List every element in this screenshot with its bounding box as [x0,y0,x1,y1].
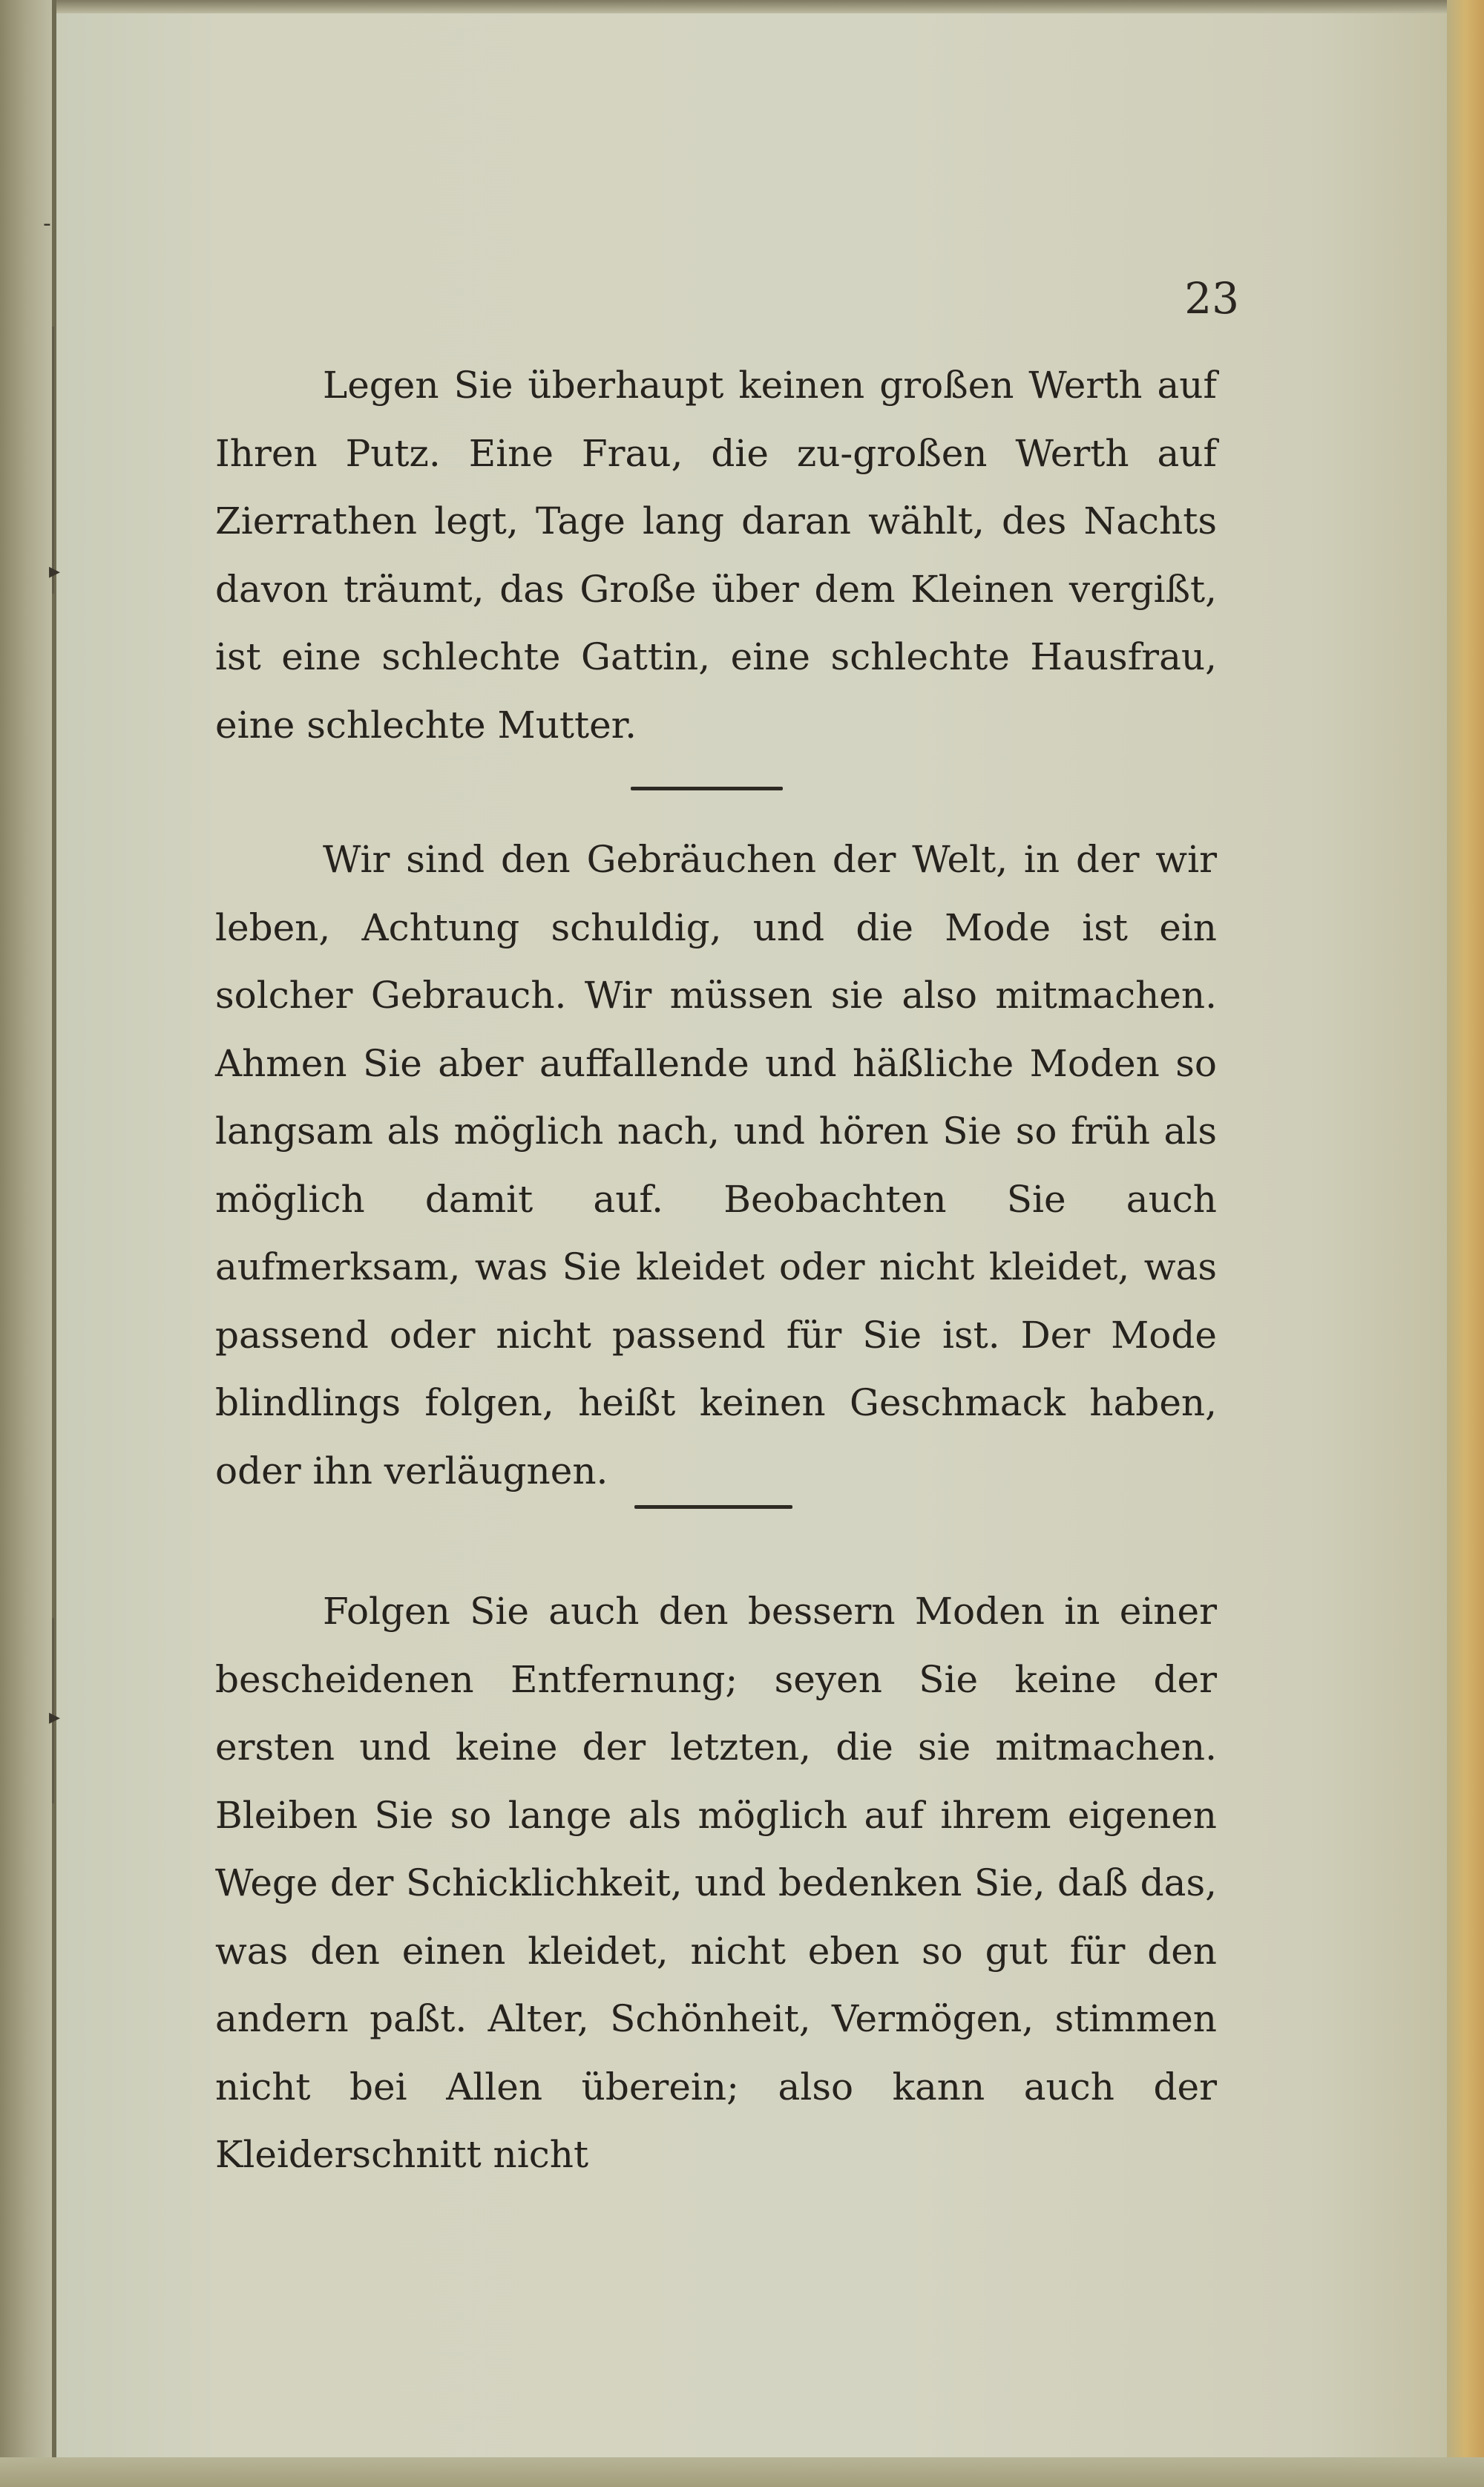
margin-tick-mark: ▸ [49,1704,61,1730]
top-page-edge [0,0,1484,13]
paragraph: Legen Sie überhaupt keinen großen Werth auf Ihren Putz. Eine Frau, die zu-großen Werth auf Zierrathen legt, Tage lang daran wählt, des Nachts davon träumt, das Große über dem Kleinen vergißt, ist eine schlechte Gattin, eine schlechte Hausfrau, eine schlechte Mutter. [215,364,1217,747]
section-divider [631,787,783,790]
section-divider [634,1505,792,1509]
paragraph: Wir sind den Gebräuchen der Welt, in der wir leben, Achtung schuldig, und die Mode ist ein solcher Gebrauch. Wir müssen sie also mitmachen. Ahmen Sie aber auffallende und häßliche Moden so langsam als möglich nach, und hören Sie so früh als möglich damit auf. Beobachten Sie auch aufmerksam, was Sie kleidet oder nicht kleidet, was passend oder nicht passend für Sie ist. Der Mode blindlings folgen, heißt keinen Geschmack haben, oder ihn verläugnen. [215,838,1217,1492]
book-spine [0,0,52,2487]
paragraph: Folgen Sie auch den bessern Moden in einer bescheidenen Entfernung; seyen Sie keine der ersten und keine der letzten, die sie mitmachen. Bleiben Sie so lange als möglich auf ihrem eigenen Wege der Schicklichkeit, und bedenken Sie, daß das, was den einen kleidet, nicht eben so gut für den andern paßt. Alter, Schönheit, Vermögen, stimmen nicht bei Allen überein; also kann auch der Kleiderschnitt nicht [215,1590,1217,2176]
page-number: 23 [1184,273,1239,324]
right-page-edge [1447,0,1484,2487]
bottom-page-edge [0,2457,1484,2487]
margin-tick-mark: ▸ [49,558,61,584]
margin-tick-mark: - [43,211,51,237]
margin-mark-line [52,327,54,594]
